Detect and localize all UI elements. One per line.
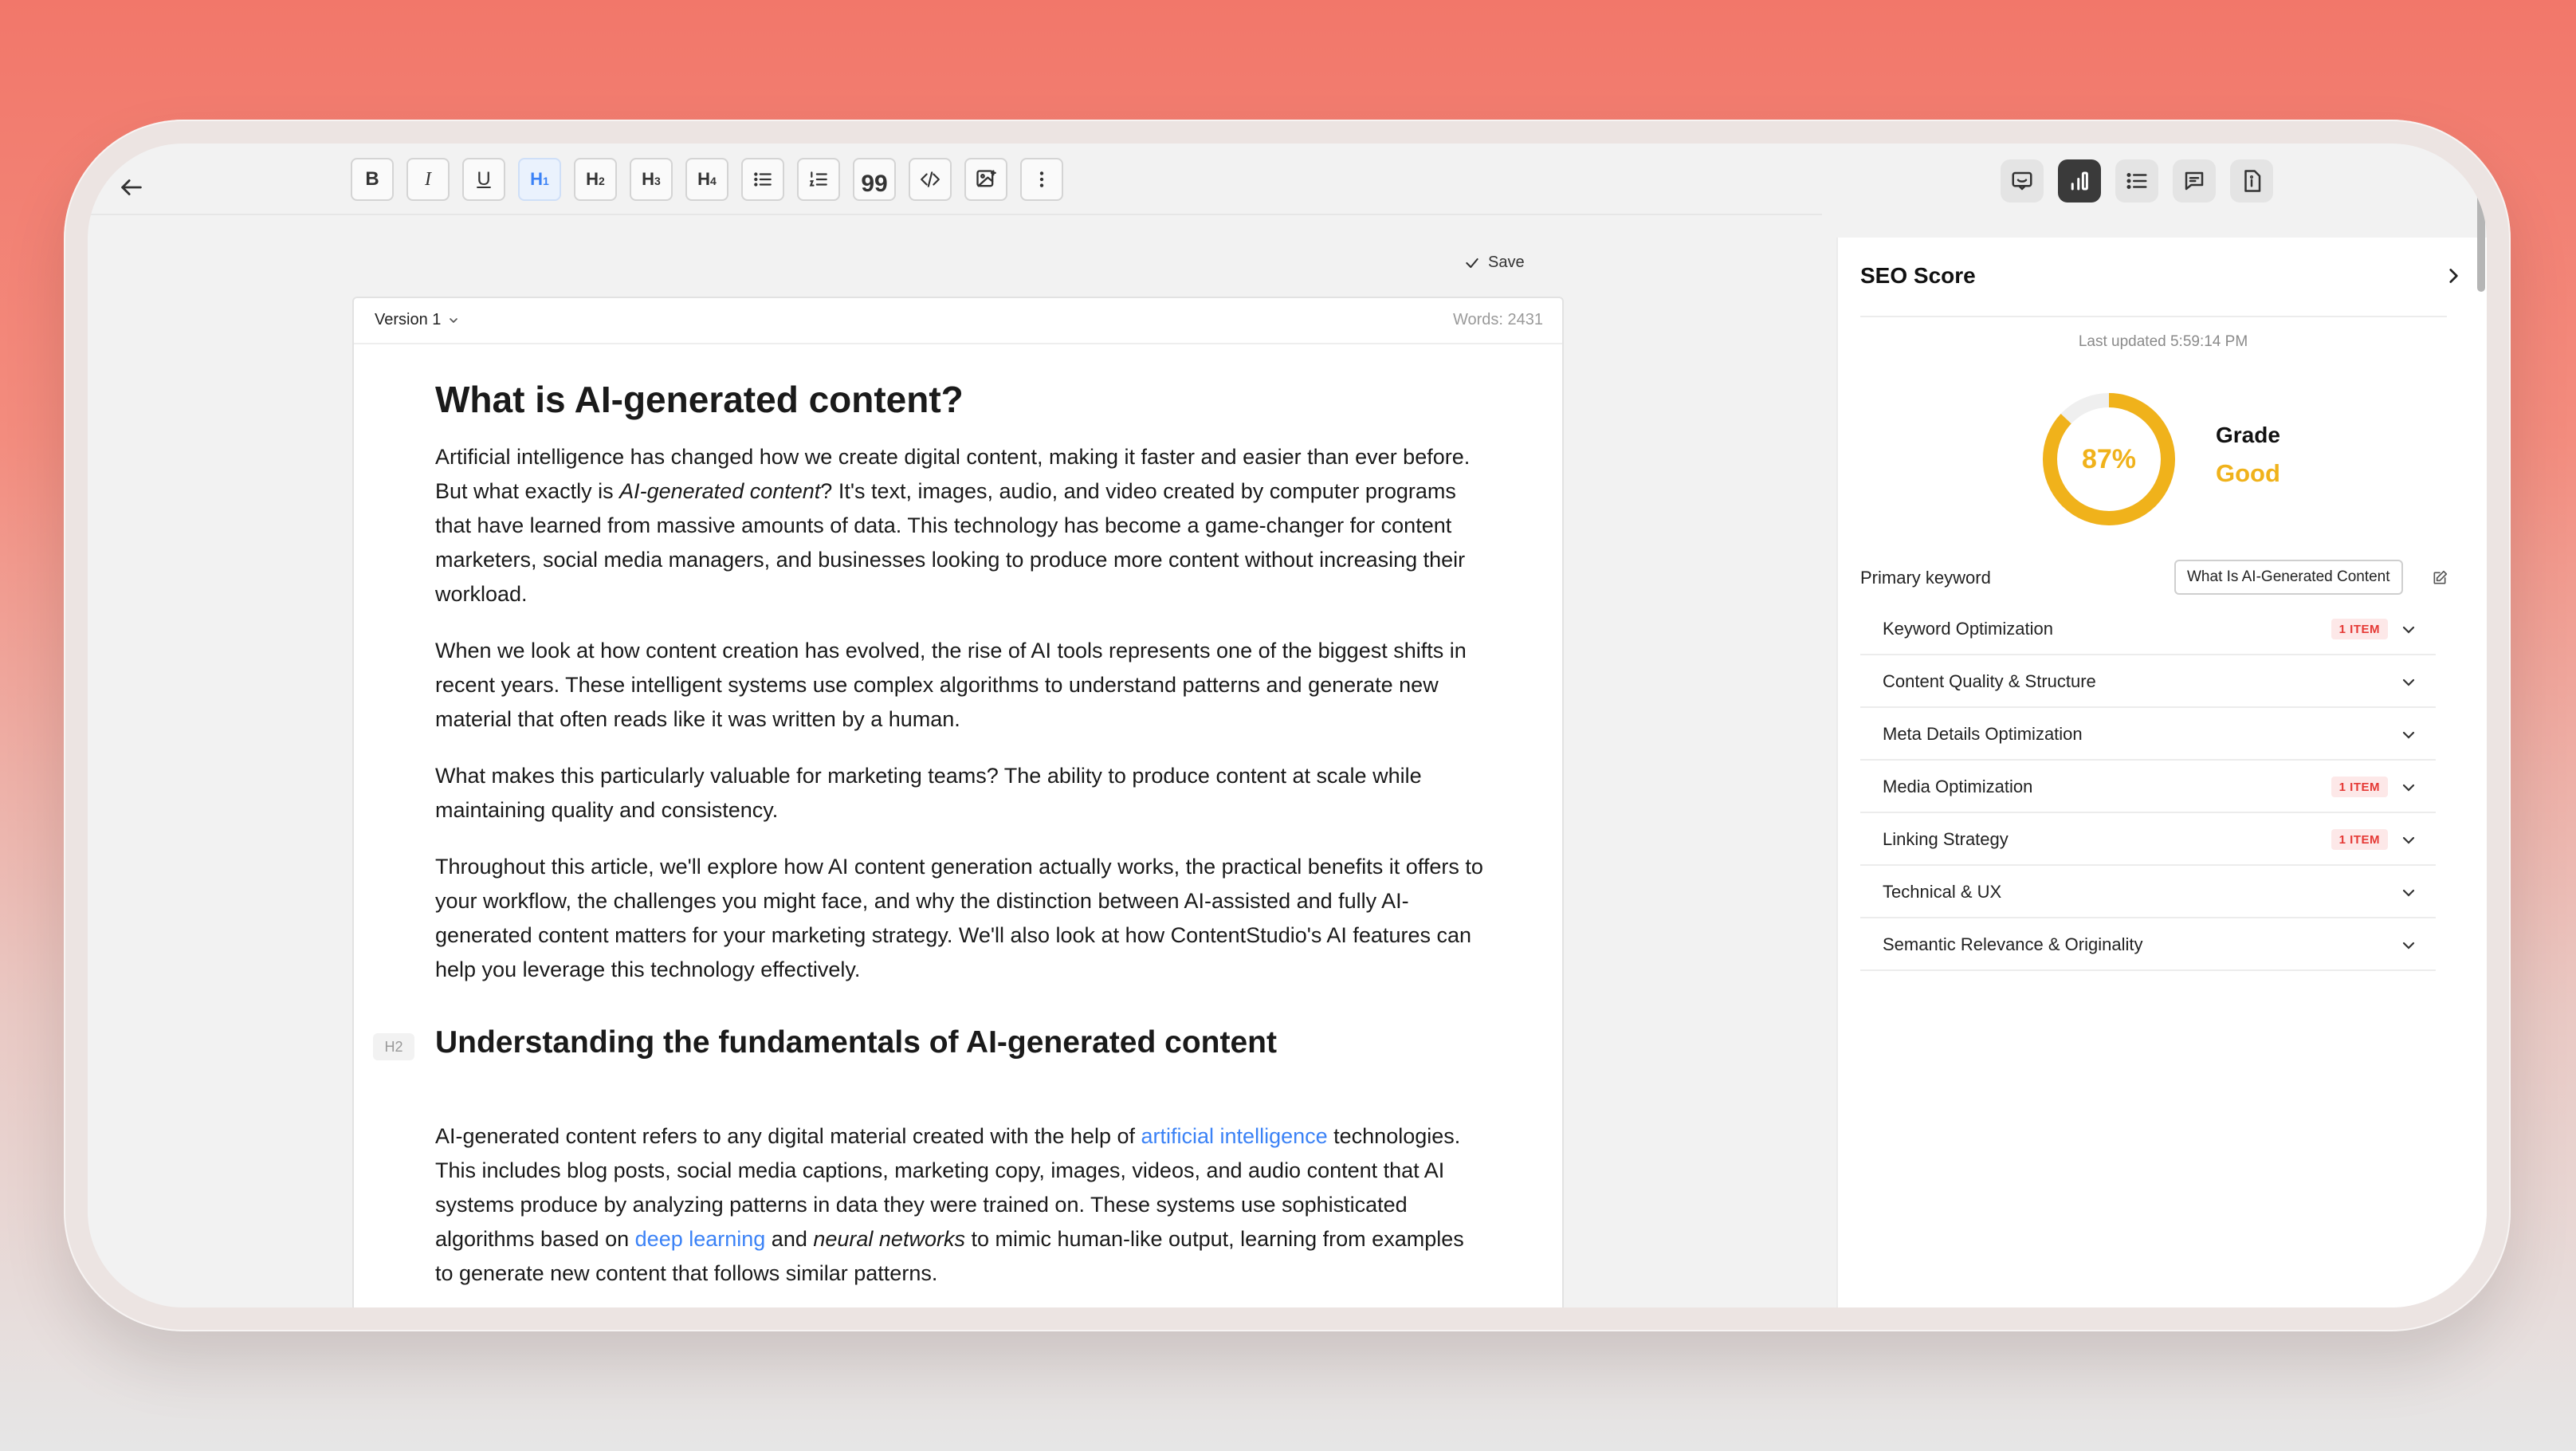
document-info-tab[interactable]	[2230, 159, 2273, 203]
comments-tab[interactable]	[2173, 159, 2216, 203]
check-icon	[1464, 255, 1480, 271]
heading3-button[interactable]	[630, 158, 673, 201]
underline-button[interactable]	[462, 158, 505, 201]
side-panel-tabs	[2001, 159, 2273, 203]
app-screen	[88, 144, 2487, 1307]
bar-chart-icon	[2067, 169, 2091, 193]
bold-icon: B	[365, 168, 379, 190]
link-artificial-intelligence[interactable]: artificial intelligence	[1141, 1124, 1328, 1148]
chevron-down-icon	[447, 314, 460, 327]
seo-check-list	[1860, 603, 2436, 971]
section-heading-row	[384, 1025, 1487, 1060]
text-run: AI-generated content refers to any digital material created with the help of	[435, 1124, 1141, 1148]
ai-chat-tab[interactable]	[2001, 159, 2044, 203]
article-title: What is AI-generated content?	[435, 379, 964, 420]
toolbar-divider	[88, 214, 1822, 215]
panel-scrollbar[interactable]	[2477, 167, 2485, 292]
text-run: technologies. This includes blog posts, social media captions, marketing copy, images, videos, and audio content that AI systems produce by analyzing patterns in data they were trained on. These systems use sophisticated algorithms based on	[435, 1124, 1461, 1251]
chevron-right-icon	[2443, 265, 2464, 286]
paragraph: Throughout this article, we'll explore how AI content generation actually works, the practical benefits it offers to your workflow, the challenges you might face, and why the distinction between AI-assisted and fully AI-generated content matters for your marketing strategy. We'll also look at how ContentStudio's AI features can help you leverage this technology effectively.	[435, 855, 1483, 981]
check-row-semantic-relevance[interactable]	[1860, 918, 2436, 971]
check-row-technical-ux[interactable]	[1860, 866, 2436, 918]
device-frame	[64, 120, 2511, 1331]
paragraph: When we look at how content creation has evolved, the rise of AI tools represents one of the biggest shifts in recent years. These intelligent systems use complex algorithms to understand patterns and generate new material that often reads like it was written by a human.	[435, 639, 1467, 731]
formatting-toolbar	[351, 158, 1063, 201]
version-dropdown[interactable]	[375, 311, 460, 329]
check-row-meta-details[interactable]	[1860, 708, 2436, 761]
text-run: and	[765, 1227, 814, 1251]
chevron-down-icon	[2399, 831, 2418, 850]
seo-panel	[1836, 238, 2487, 1307]
more-vertical-icon	[1031, 169, 1052, 190]
grade-value: Good	[2216, 459, 2280, 487]
outline-tab[interactable]	[2115, 159, 2158, 203]
text-run: ? It's text, images, audio, and video created by computer programs that have learned from massive amounts of data. This technology has become a game-changer for content marketers, social media managers, and businesses looking to produce more content without increasing their workload.	[435, 479, 1466, 606]
word-count: Words: 2431	[1452, 311, 1543, 328]
edit-icon	[2432, 570, 2448, 586]
heading4-icon: H4	[697, 169, 717, 189]
seo-score-tab[interactable]	[2058, 159, 2101, 203]
check-row-keyword-optimization[interactable]	[1860, 603, 2436, 655]
save-label: Save	[1488, 254, 1525, 271]
code-icon	[920, 169, 940, 190]
heading2-button[interactable]	[574, 158, 617, 201]
editor-content[interactable]	[384, 343, 1487, 1307]
numbered-list-button[interactable]	[797, 158, 840, 201]
link-deep-learning[interactable]: deep learning	[634, 1227, 766, 1251]
quote-button[interactable]	[853, 158, 896, 201]
chat-bot-icon	[2010, 169, 2034, 193]
comment-icon	[2182, 169, 2206, 193]
editor-card	[352, 297, 1564, 1307]
italic-button[interactable]	[406, 158, 450, 201]
chevron-down-icon	[2399, 673, 2418, 692]
heading2-icon: H2	[586, 169, 605, 189]
check-label: Meta Details Optimization	[1883, 724, 2083, 744]
check-row-content-quality[interactable]	[1860, 655, 2436, 708]
numbered-list-icon	[808, 169, 829, 190]
issue-badge: 1 ITEM	[2331, 777, 2388, 797]
edit-keyword-button[interactable]	[2428, 566, 2452, 590]
image-button[interactable]	[964, 158, 1007, 201]
check-row-linking-strategy[interactable]	[1860, 813, 2436, 866]
collapse-panel-button[interactable]	[2437, 260, 2469, 292]
check-label: Semantic Relevance & Originality	[1883, 934, 2143, 954]
underline-icon: U	[477, 168, 491, 190]
italic-icon: I	[425, 168, 431, 190]
heading-level-tag: H2	[373, 1033, 414, 1060]
bold-button[interactable]	[351, 158, 394, 201]
check-label: Technical & UX	[1883, 882, 2002, 902]
chevron-down-icon	[2399, 936, 2418, 955]
bullet-list-button[interactable]	[741, 158, 784, 201]
grade-label: Grade	[2216, 423, 2280, 447]
code-button[interactable]	[909, 158, 952, 201]
paragraph	[435, 440, 1487, 611]
emphasis-text: neural networks	[813, 1227, 965, 1251]
paragraph: What makes this particularly valuable for marketing teams? The ability to produce content at scale while maintaining quality and consistency.	[435, 764, 1422, 822]
document-info-icon	[2240, 169, 2264, 193]
text-run: Artificial intelligence has changed how we create digital content, making it faster and easier than ever before. But what exactly is	[435, 445, 1471, 503]
panel-title: SEO Score	[1860, 263, 1976, 288]
editor-header	[354, 298, 1562, 344]
text-run: to mimic human-like output, learning from examples to generate new content that follows similar patterns.	[435, 1227, 1464, 1285]
check-label: Linking Strategy	[1883, 829, 2009, 849]
primary-keyword-chip[interactable]: What Is AI-Generated Content	[2174, 560, 2403, 595]
section-heading: Understanding the fundamentals of AI-generated content	[435, 1025, 1277, 1060]
issue-badge: 1 ITEM	[2331, 619, 2388, 639]
chevron-down-icon	[2399, 883, 2418, 902]
score-percent: 87%	[2081, 443, 2137, 474]
list-icon	[2125, 169, 2149, 193]
back-button[interactable]	[104, 159, 159, 215]
check-label: Content Quality & Structure	[1883, 671, 2096, 691]
check-row-media-optimization[interactable]	[1860, 761, 2436, 813]
check-label: Keyword Optimization	[1883, 619, 2053, 639]
arrow-left-icon	[118, 174, 145, 201]
last-updated: Last updated 5:59:14 PM	[2078, 333, 2248, 350]
paragraph	[435, 1119, 1487, 1291]
primary-keyword-label: Primary keyword	[1860, 568, 1991, 588]
check-label: Media Optimization	[1883, 777, 2033, 796]
chevron-down-icon	[2399, 778, 2418, 797]
chevron-down-icon	[2399, 620, 2418, 639]
version-label: Version 1	[375, 311, 442, 328]
heading1-button[interactable]	[518, 158, 561, 201]
image-icon	[975, 168, 997, 191]
heading1-icon: H1	[530, 169, 549, 189]
panel-divider	[1860, 316, 2447, 317]
chevron-down-icon	[2399, 726, 2418, 745]
more-button[interactable]	[1020, 158, 1063, 201]
issue-badge: 1 ITEM	[2331, 829, 2388, 850]
emphasis-text: AI-generated content	[619, 479, 821, 503]
quote-icon: 99	[861, 171, 888, 197]
heading3-icon: H3	[642, 169, 661, 189]
bullet-list-icon	[752, 169, 773, 190]
save-button[interactable]	[1464, 254, 1525, 272]
heading4-button[interactable]	[685, 158, 728, 201]
